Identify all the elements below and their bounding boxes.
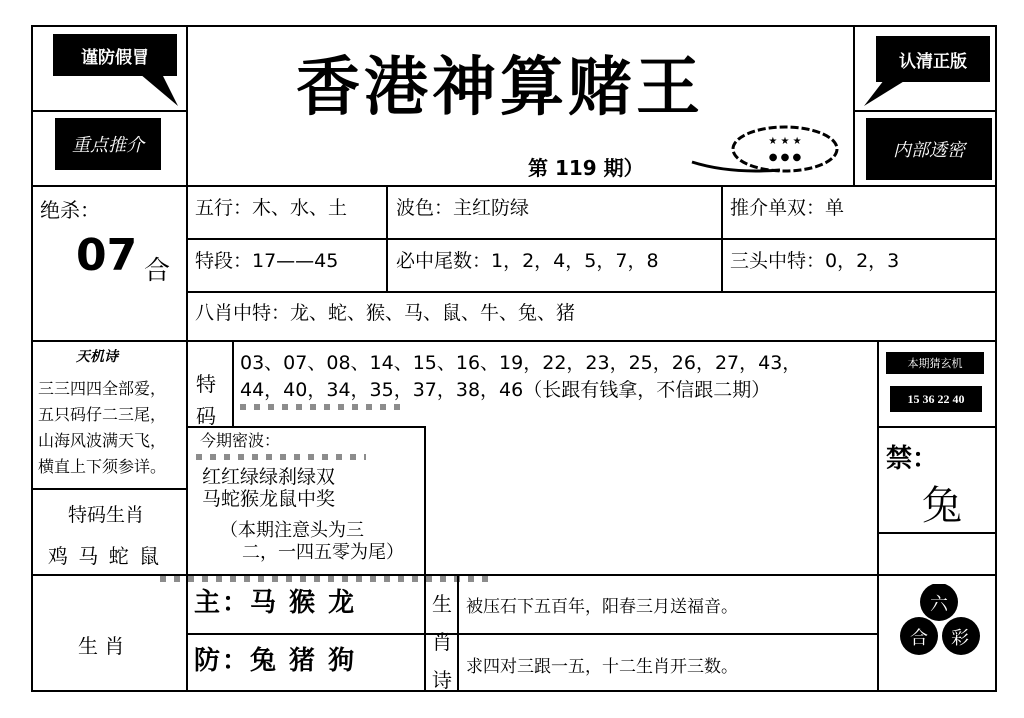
svg-text:● ● ●: ● ● ● bbox=[768, 152, 802, 163]
divider bbox=[186, 238, 997, 240]
seal-stamp-icon bbox=[690, 124, 840, 178]
secret-wave-note: （本期注意头为三 bbox=[220, 520, 364, 541]
logo-char: 六 bbox=[930, 594, 948, 615]
zodiac-poem-line: 求四对三跟一五，十二生肖开三数。 bbox=[466, 657, 738, 677]
zodiac-poem-label: 生 bbox=[432, 592, 452, 616]
zodiac-poem-label: 诗 bbox=[432, 668, 452, 692]
divider bbox=[386, 185, 388, 291]
special-label: 特 bbox=[196, 372, 216, 396]
divider bbox=[232, 340, 234, 426]
guard-zodiac: 防：兔 猪 狗 bbox=[194, 646, 357, 676]
highlight-text: 重点推介 bbox=[72, 135, 144, 156]
zodiac-label: 生 肖 bbox=[78, 634, 125, 658]
secret-wave-line: 马蛇猴龙鼠中奖 bbox=[202, 488, 336, 510]
anti-fake-text: 谨防假冒 bbox=[81, 47, 149, 68]
divider bbox=[31, 110, 186, 112]
tail-numbers: 必中尾数：1，2，4，5，7，8 bbox=[396, 250, 659, 272]
divider bbox=[31, 488, 186, 490]
riddle-numbers: 15 36 22 40 bbox=[907, 391, 965, 406]
wave-color: 波色：主红防绿 bbox=[396, 197, 530, 219]
divider bbox=[853, 110, 997, 112]
zodiac-poem-label: 肖 bbox=[432, 630, 452, 654]
divider bbox=[186, 291, 997, 293]
poem-line: 山海风波满天飞， bbox=[38, 431, 167, 450]
faint-dots bbox=[240, 404, 400, 410]
kill-number: 07 bbox=[76, 230, 138, 281]
divider bbox=[877, 532, 997, 534]
riddle-title-tag bbox=[886, 352, 984, 374]
speech-tail-icon bbox=[864, 80, 908, 108]
secret-wave-label: 今期密波： bbox=[200, 431, 281, 450]
secret-wave-line: 红红绿绿刹绿双 bbox=[202, 466, 336, 488]
divider bbox=[424, 426, 426, 692]
issue-number: 第 119 期） bbox=[528, 156, 644, 180]
divider bbox=[853, 25, 855, 185]
eight-zodiac: 八肖中特：龙、蛇、猴、马、鼠、牛、兔、猪 bbox=[195, 302, 576, 324]
poem-title: 天机诗 bbox=[76, 349, 118, 365]
kill-label: 绝杀： bbox=[40, 198, 100, 222]
speech-tail-icon bbox=[140, 74, 180, 108]
divider bbox=[31, 185, 997, 187]
riddle-numbers-tag bbox=[890, 386, 982, 412]
special-numbers-line: 03、07、08、14、15、16、19，22，23，25，26，27，43， bbox=[240, 352, 802, 374]
divider bbox=[877, 426, 997, 428]
authentic-text: 认清正版 bbox=[899, 51, 967, 72]
divider bbox=[31, 340, 997, 342]
divider bbox=[457, 574, 459, 692]
poem-line: 五只码仔二三尾， bbox=[38, 405, 167, 424]
svg-text:★ ★ ★: ★ ★ ★ bbox=[768, 136, 802, 147]
divider bbox=[721, 185, 723, 291]
three-heads: 三头中特：0，2，3 bbox=[730, 250, 900, 272]
page-title: 香港神算赌王 bbox=[296, 51, 704, 125]
special-numbers-line: 44，40，34，35，37，38，46（长跟有钱拿，不信跟二期） bbox=[240, 379, 771, 401]
main-zodiac: 主：马 猴 龙 bbox=[194, 588, 357, 618]
authentic-tag bbox=[876, 36, 990, 82]
anti-fake-tag bbox=[53, 34, 177, 76]
kill-suffix: 合 bbox=[144, 256, 171, 286]
faint-dots bbox=[196, 454, 366, 460]
ban-value: 兔 bbox=[922, 483, 962, 529]
highlight-tag bbox=[55, 118, 161, 170]
poem-line: 横直上下须参详。 bbox=[38, 457, 167, 476]
divider bbox=[186, 25, 188, 692]
logo-char: 合 bbox=[910, 628, 928, 649]
ban-label: 禁： bbox=[886, 444, 939, 474]
divider bbox=[877, 340, 879, 692]
riddle-title: 本期猜玄机 bbox=[907, 357, 963, 370]
insider-text: 内部透密 bbox=[893, 140, 965, 161]
odd-even: 推介单双：单 bbox=[730, 197, 845, 219]
divider bbox=[186, 633, 877, 635]
five-elements: 五行：木、水、土 bbox=[195, 197, 348, 219]
special-zodiac-label: 特码生肖 bbox=[68, 504, 145, 526]
special-range: 特段：17——45 bbox=[195, 250, 339, 272]
special-zodiac-values: 鸡 马 蛇 鼠 bbox=[48, 544, 162, 568]
special-label: 码 bbox=[196, 404, 216, 428]
insider-tag bbox=[866, 118, 992, 180]
secret-wave-note: 二，一四五零为尾） bbox=[242, 542, 404, 563]
zodiac-poem-line: 被压石下五百年，阳春三月送福音。 bbox=[466, 597, 738, 617]
logo-char: 彩 bbox=[951, 628, 969, 649]
poem-line: 三三四四全部爱， bbox=[38, 379, 167, 398]
